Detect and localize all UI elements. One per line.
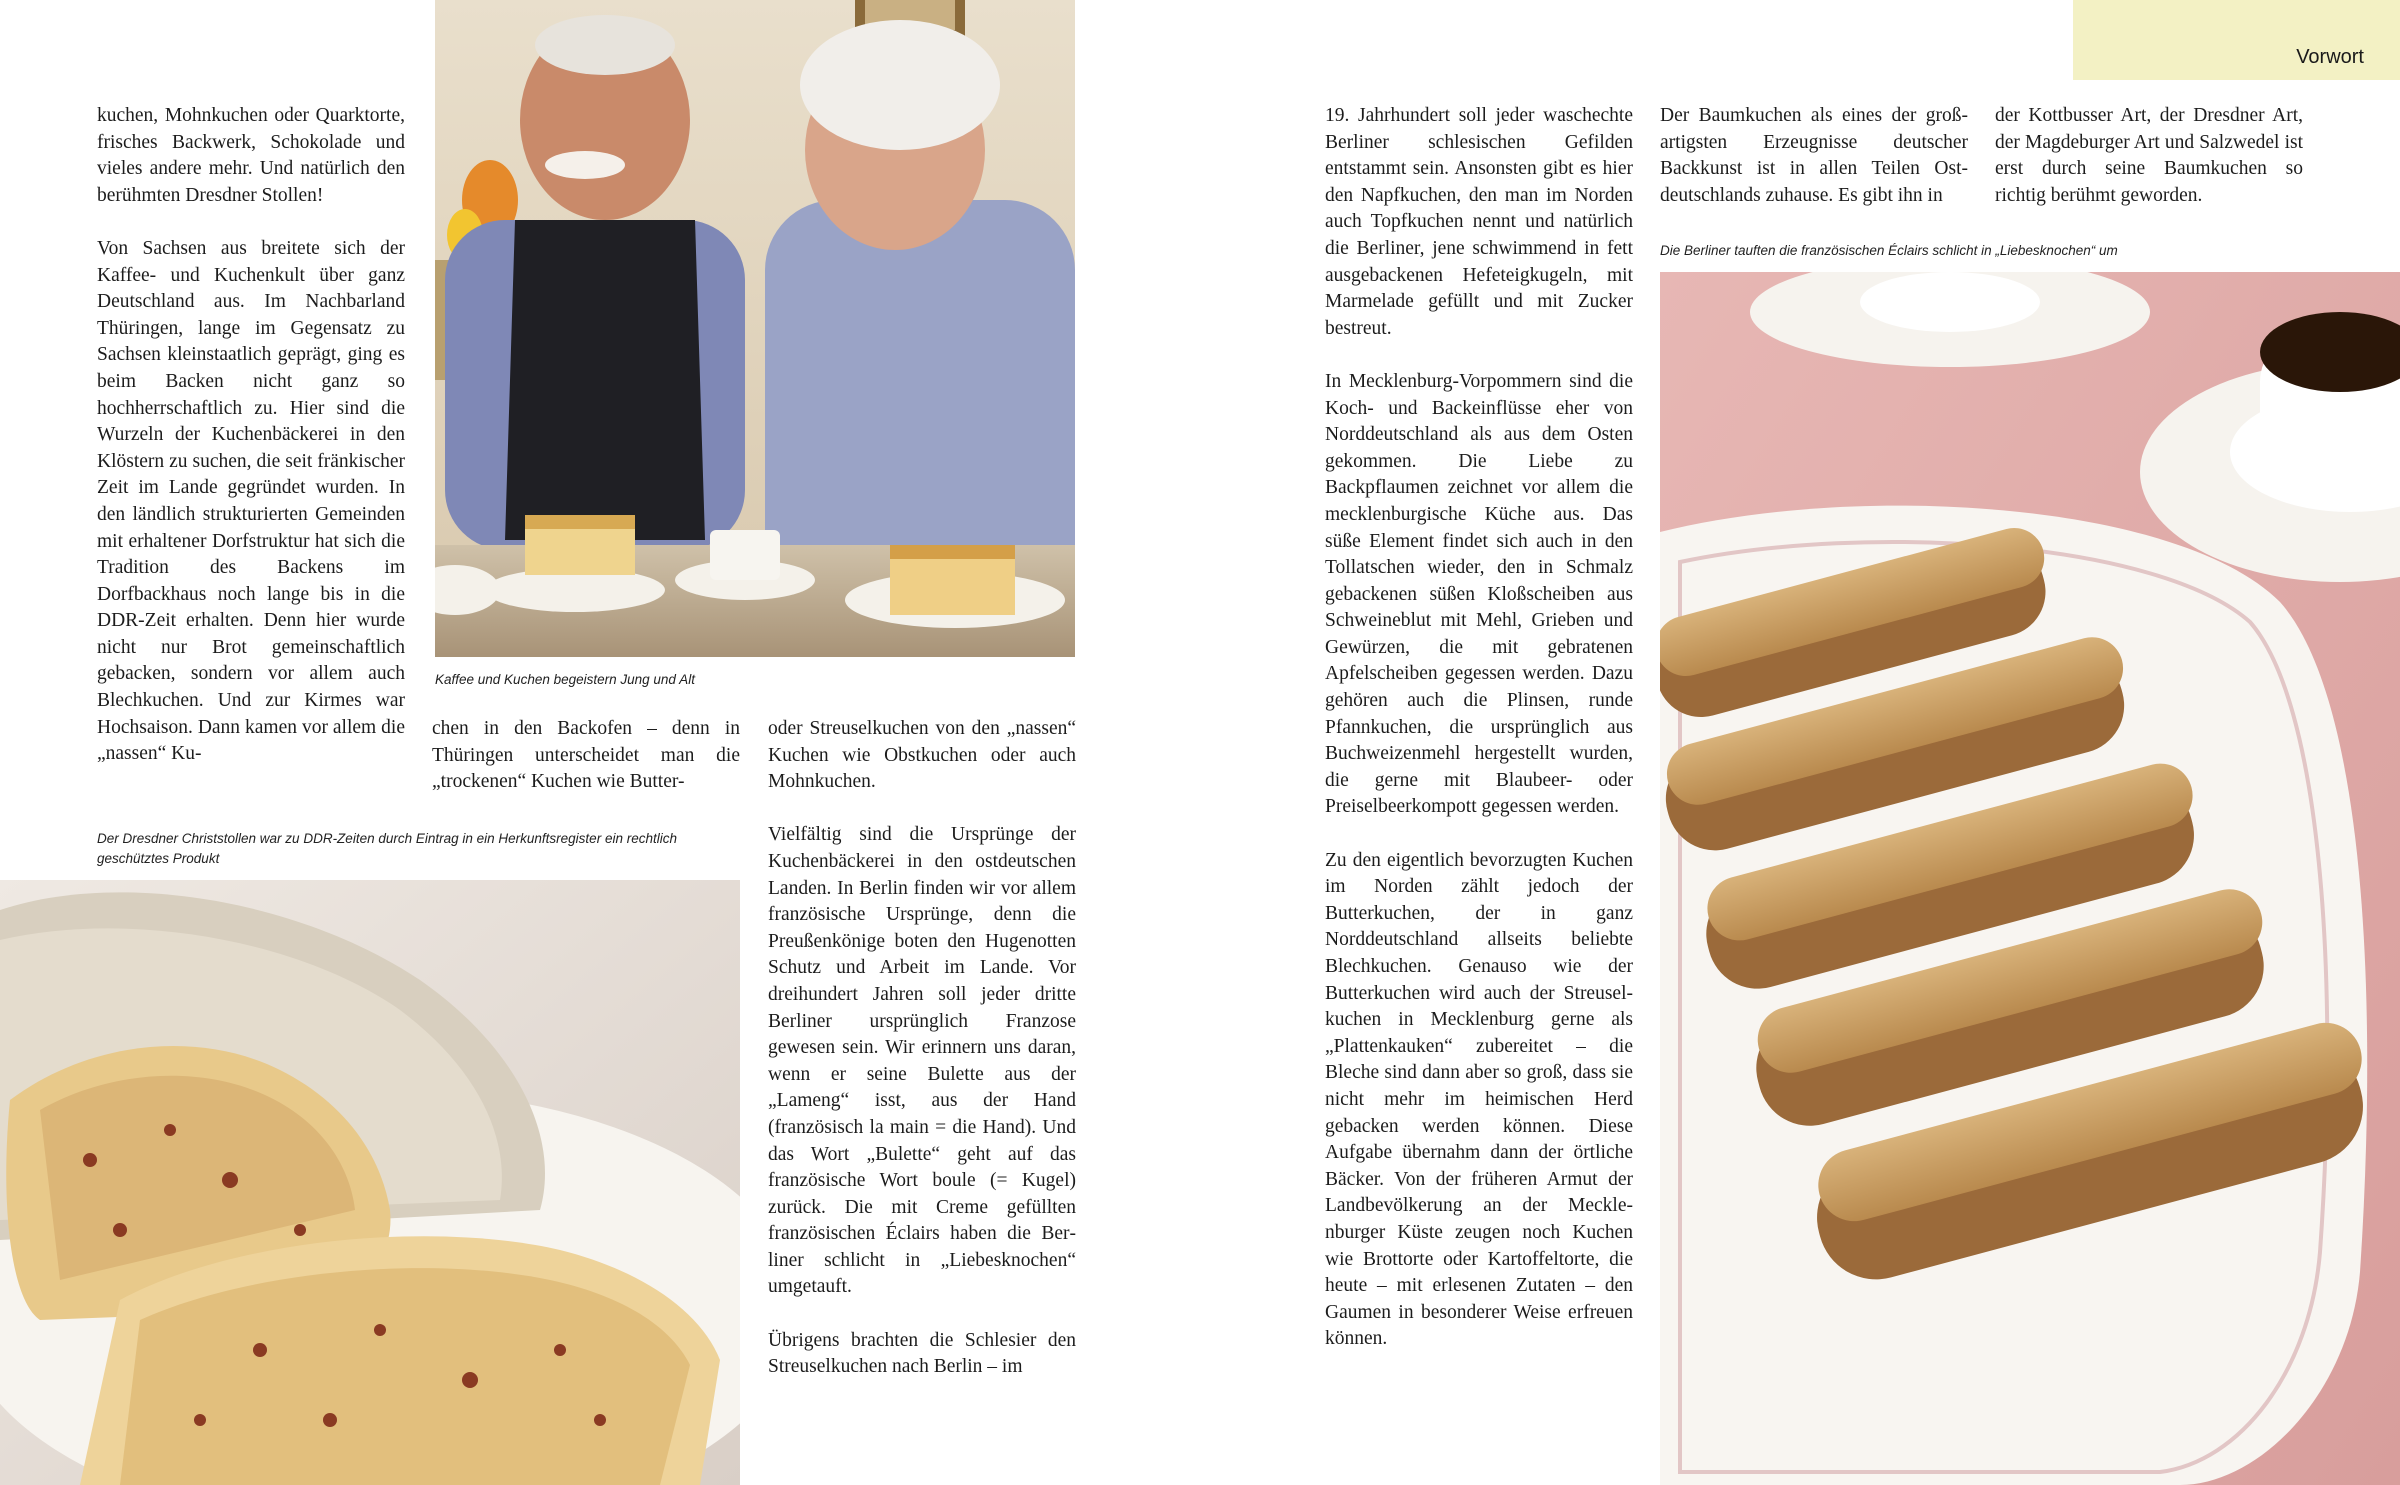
chapter-header-band	[2073, 0, 2400, 80]
left-page-column-2	[432, 716, 740, 822]
chapter-label: Vorwort	[2296, 46, 2364, 68]
caption-eclairs: Die Berliner tauften die französischen Éclairs schlicht in „Liebesknochen“ um	[1660, 243, 2118, 258]
photo-elderly-couple	[435, 0, 1075, 657]
paragraph: oder Streuselkuchen von den „nassen“ Kuchen wie Obstkuchen oder auch Mohnkuchen.	[768, 718, 1076, 793]
paragraph: kuchen, Mohnkuchen oder Quarktorte, frisches Backwerk, Schokolade und vieles andere mehr. Und natürlich den berühmten Dresdner Stollen!	[97, 105, 405, 206]
right-page-column-1	[1325, 103, 1633, 1380]
paragraph: Zu den eigentlich bevorzugten Kuchen im Norden zählt jedoch der Butterkuchen, der in ganz Norddeutschland allseits beliebte Blechkuchen. Genauso wie der Butterkuchen wird auch der Streuselkuchen in Mecklenburg gerne als „Plattenkauken“ zubereitet – die Bleche sind dann aber so groß, dass sie nicht mehr im heimischen Herd gebacken werden können. Diese Aufgabe übernahm dann der örtliche Bäcker. Von der früheren Armut der Landbevölkerung an der Mecklenburger Küste zeugen noch Kuchen wie Brottorte oder Kartoffeltorte, die heute – mit erlesenen Zutaten – den Gaumen in besonderer Weise erfreuen können.	[1325, 849, 1633, 1350]
caption-couple: Kaffee und Kuchen begeistern Jung und Alt	[435, 672, 695, 687]
photo-dresdner-stollen	[0, 880, 740, 1485]
paragraph: In Mecklenburg-Vorpommern sind die Koch- und Backeinflüsse eher von Norddeutschland als aus dem Osten gekommen. Die Liebe zu Backpflaumen zeichnet vor allem die mecklenburgische Küche aus. Das süße Element findet sich auch in den Tollatschen wieder, den in Schmalz gebackenen süßen Kloßscheiben aus Schweineblut mit Mehl, Grieben und Gewürzen, die mit gebratenen Apfelscheiben gegessen werden. Dazu gehören auch die Plinsen, runde Pfannkuchen, die ursprünglich aus Buchweizenmehl hergestellt wurden, die gerne mit Blaubeer- oder Preiselbeerkompott gegessen werden.	[1325, 370, 1633, 818]
right-page-column-2	[1660, 103, 1968, 236]
paragraph: der Kottbusser Art, der Dresdner Art, der Magdeburger Art und Salzwedel ist erst durch seine Baumkuchen so richtig berühmt geworden.	[1995, 105, 2303, 206]
paragraph: Übrigens brachten die Schlesier den Streuselkuchen nach Berlin – im	[768, 1329, 1076, 1378]
paragraph: Von Sachsen aus breitete sich der Kaffee- und Kuchenkult über ganz Deutschland aus. Im Nachbarland Thüringen, lange im Gegensatz zu Sachsen kleinstaatlich geprägt, ging es beim Backen nicht ganz so hochherrschaftlich zu. Hier sind die Wurzeln der Kuchenbäckerei in den Klöstern zu suchen, die seit fränkischer Zeit im Lande gegründet wurden. In den ländlich strukturierten Gemeinden mit erhaltener Dorfstruktur hat sich die Tradition des Backens im Dorfbackhaus noch lange bis in die DDR-Zeit erhalten. Denn hier wurde nicht nur Brot gemeinschaftlich gebacken, sondern vor allem auch Blechkuchen. Und zur Kirmes war Hochsaison. Dann kamen vor allem die „nassen“ Ku-	[97, 237, 405, 765]
left-page-column-1	[97, 103, 405, 794]
left-page-column-3	[768, 716, 1076, 1407]
paragraph: Der Baumkuchen als eines der großartigsten Erzeugnisse deutscher Backkunst ist in allen Teilen Ostdeutschlands zuhause. Es gibt ihn in	[1660, 105, 1968, 206]
right-page-column-3	[1995, 103, 2303, 236]
page-gutter	[1200, 0, 1201, 1485]
paragraph: 19. Jahrhundert soll jeder waschechte Berliner schlesischen Gefilden entstammt sein. Ansonsten gibt es hier den Napfkuchen, den man im Norden auch Topfkuchen nennt und natürlich die Berliner, jene schwimmend in fett ausgebackenen Hefeteigkugeln, mit Marmelade gefüllt und mit Zucker bestreut.	[1325, 105, 1633, 339]
paragraph: Vielfältig sind die Ursprünge der Kuchenbäckerei in den ostdeutschen Landen. In Berlin finden wir vor allem französische Ursprünge, denn die Preußenkönige boten den Hugenotten Schutz und Arbeit im Lande. Vor dreihundert Jahren soll jeder dritte Berliner ursprünglich Franzose gewesen sein. Wir erinnern uns daran, wenn er seine Bulette aus der „Lameng“ isst, aus der Hand (französisch la main = die Hand). Und das Wort „Bulette“ geht auf das französische Wort boule (= Kugel) zurück. Die mit Creme gefüllten französischen Éclairs haben die Berliner schlicht in „Liebesknochen“ umgetauft.	[768, 824, 1076, 1298]
paragraph: chen in den Backofen – denn in Thüringen unterscheidet man die „trockenen“ Kuchen wie Butter-	[432, 718, 740, 793]
photo-eclairs	[1660, 272, 2400, 1485]
caption-stollen: Der Dresdner Christstollen war zu DDR-Zeiten durch Eintrag in ein Herkunftsregister ein rechtlich geschütztes Produkt	[97, 831, 677, 866]
